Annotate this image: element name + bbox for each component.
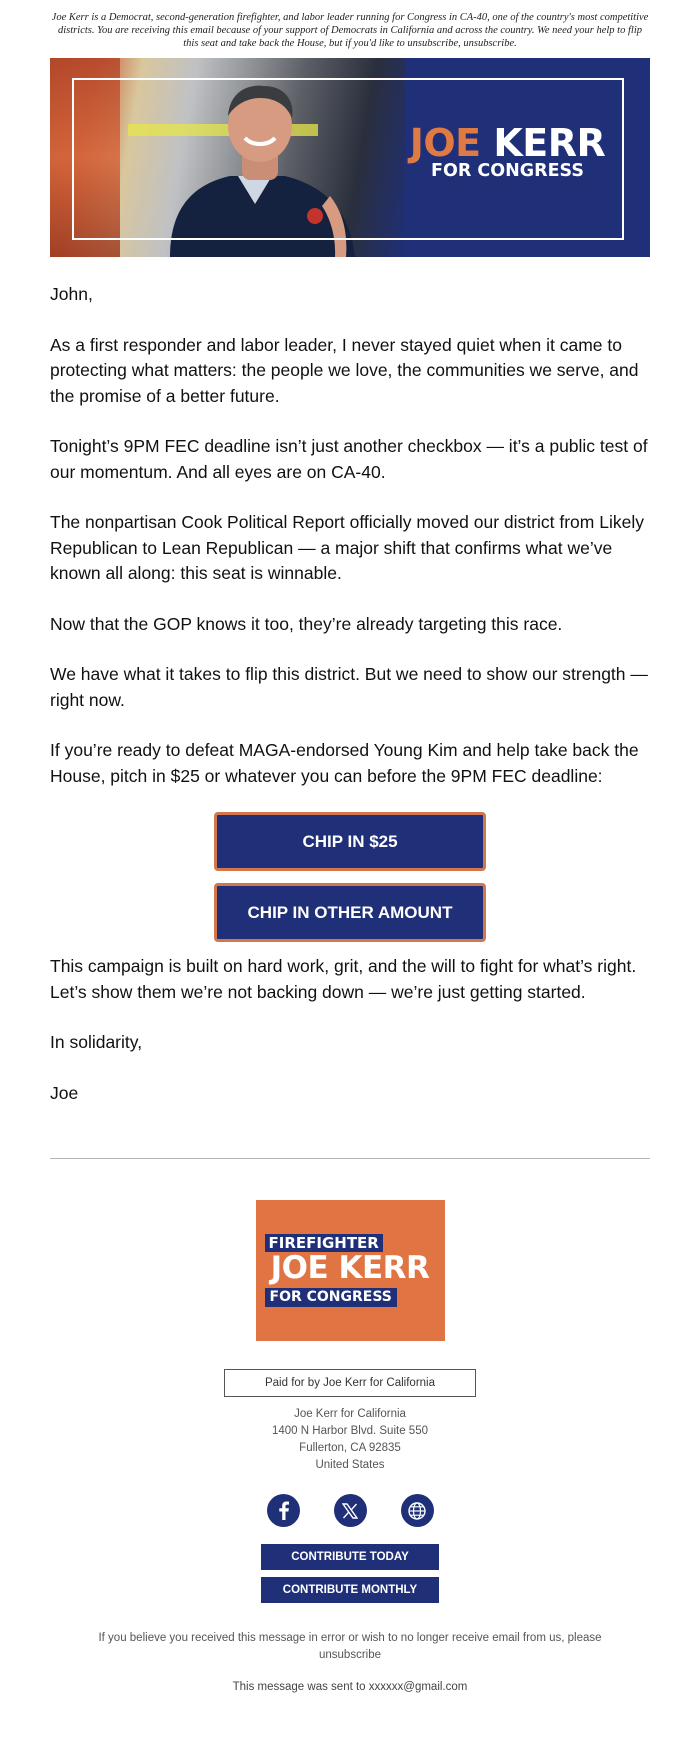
hero-name-last: KERR [493, 121, 606, 165]
address-line: Joe Kerr for California [294, 1408, 406, 1420]
unsubscribe-note: If you believe you received this message in error or wish to no longer receive email from us, please unsubscribe [98, 1632, 602, 1661]
hero-title [390, 123, 625, 181]
paid-for-disclaimer: Paid for by Joe Kerr for California [224, 1369, 476, 1397]
facebook-icon[interactable] [267, 1494, 300, 1527]
sent-to-line [50, 1679, 650, 1710]
address-line: United States [315, 1459, 385, 1471]
logo-name: JOE KERR [270, 1250, 430, 1286]
logo-tag-for-congress: FOR CONGRESS [265, 1288, 397, 1307]
preheader-text: Joe Kerr is a Democrat, second-generation firefighter, and labor leader running for Congress in CA-40, one of the country's most competitive districts. You are receiving this email because of your support of Democrats in California and across the country. We need your help to flip this seat and take back the House, but if you'd like to unsubscribe, unsubscribe. [51, 12, 649, 49]
body-paragraph-7: This campaign is built on hard work, grit, and the will to fight for what’s right. Let’s show them we’re not backing down — we’re just getting started. [50, 956, 637, 1002]
campaign-logo [256, 1200, 445, 1341]
address-line: Fullerton, CA 92835 [299, 1442, 401, 1454]
footer-divider [50, 1158, 650, 1159]
globe-icon[interactable] [401, 1494, 434, 1527]
email-body [50, 257, 650, 1106]
closing: In solidarity, [50, 1032, 143, 1052]
hero-name [390, 123, 625, 163]
body-paragraph-2: Tonight’s 9PM FEC deadline isn’t just another checkbox — it’s a public test of our momentum. And all eyes are on CA-40. [50, 436, 648, 482]
recipient-email[interactable]: xxxxxx@gmail.com [368, 1681, 468, 1693]
hero-subtitle: FOR CONGRESS [431, 161, 584, 181]
sent-to-prefix: This message was sent to [232, 1681, 369, 1693]
greeting: John, [50, 284, 93, 304]
donation-buttons [50, 812, 650, 942]
signoff [50, 1030, 650, 1106]
mailing-address [50, 1406, 650, 1474]
body-paragraph-3: The nonpartisan Cook Political Report officially moved our district from Likely Republican to Lean Republican — a major shift that confirms what we’ve known all along: this seat is winnable. [50, 512, 644, 583]
address-line: 1400 N Harbor Blvd. Suite 550 [272, 1425, 428, 1437]
social-links [50, 1494, 650, 1527]
contribute-today-button[interactable]: CONTRIBUTE TODAY [261, 1544, 439, 1570]
chip-in-other-amount-button[interactable]: CHIP IN OTHER AMOUNT [214, 883, 486, 942]
signature: Joe [50, 1082, 79, 1103]
body-paragraph-1: As a first responder and labor leader, I never stayed quiet when it came to protecting what matters: the people we love, the communities we serve, and the promise of a better future. [50, 334, 639, 406]
footer [50, 1200, 650, 1710]
hero-name-first: JOE [409, 121, 481, 165]
hero-banner [50, 58, 650, 257]
chip-in-25-button[interactable]: CHIP IN $25 [214, 812, 486, 871]
body-paragraph-6: If you’re ready to defeat MAGA-endorsed Young Kim and help take back the House, pitch in $25 or whatever you can before the 9PM FEC deadline: [50, 740, 639, 786]
contribute-monthly-button[interactable]: CONTRIBUTE MONTHLY [261, 1577, 439, 1603]
body-paragraph-4: Now that the GOP knows it too, they’re already targeting this race. [50, 613, 563, 634]
logo-tag-firefighter: FIREFIGHTER [265, 1234, 383, 1252]
body-paragraph-5: We have what it takes to flip this district. But we need to show our strength — right now. [50, 664, 648, 710]
x-twitter-icon[interactable] [334, 1494, 367, 1527]
